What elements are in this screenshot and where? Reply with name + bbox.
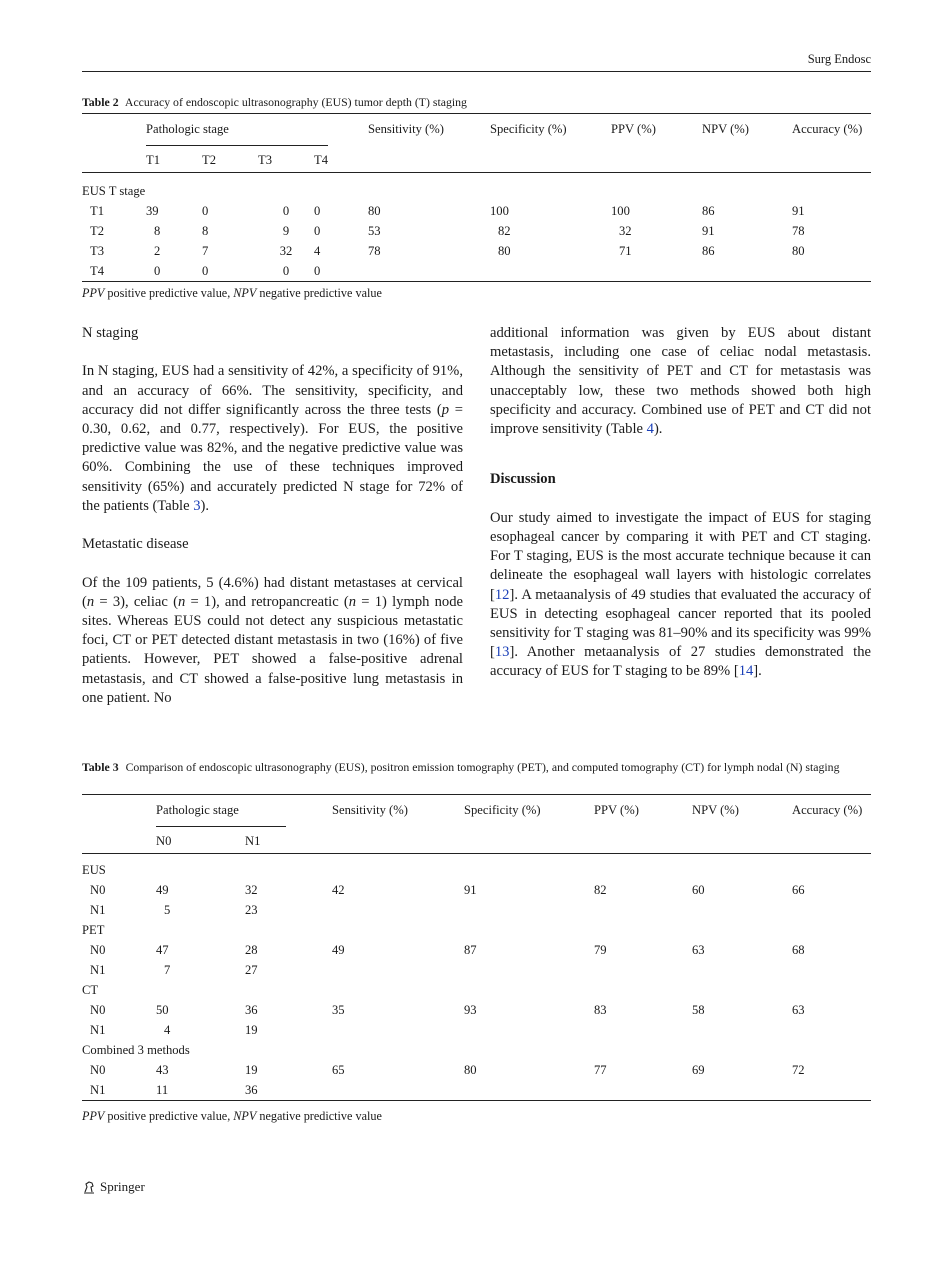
table2-stage-header: T1 [146,146,202,172]
table-row: T2 8 8 9 0 53 82 32 91 78 [90,223,805,238]
citation-link[interactable]: 13 [494,644,510,661]
table-row: N1 5 23 [90,902,258,917]
table3-footnote: PPV positive predictive value, NPV negative predictive value [82,1109,382,1123]
table-row: T3 2 7 32 4 78 80 71 86 80 [90,243,805,258]
table3-label: Table 3 [82,760,119,774]
table-row: T4 0 0 0 0 [82,261,871,282]
publisher-logo [82,1179,145,1195]
left-column [82,324,463,708]
table-row: N1 7 27 [90,962,258,977]
table2-caption-text: Accuracy of endoscopic ultrasonography (EUS) tumor depth (T) staging [124,95,467,109]
table3-col-header: Specificity (%) [464,795,594,828]
table-row: N1 4 19 [90,1022,258,1037]
table3-col-header: Sensitivity (%) [332,795,464,828]
table-row: T1 39 0 0 0 80 100 100 86 91 [90,203,805,218]
table3-caption [82,760,871,775]
table3-stage-header: N1 [245,827,332,853]
table3-group-label: PET [82,922,105,937]
discussion-paragraph: Our study aimed to investigate the impact of EUS for staging esophageal cancer by comparing it with PET and CT staging. For T staging, EUS is the most accurate technique because it can delineate the esophageal wall layers with histologic correlates [12]. A metaanalysis of 49 studies that evaluated the accuracy of EUS in detecting esophageal cancer reported that its pooled sensitivity for T staging was 81–90% and its specificity was 99% [13]. Another metaanalysis of 27 studies demonstrated the accuracy of EUS for T staging to be 89% [14]. [490,509,871,680]
citation-link[interactable]: 14 [738,663,754,680]
section-heading-metastatic: Metastatic disease [82,536,189,553]
table2-label: Table 2 [82,95,119,109]
table2 [82,113,871,282]
table-row: N1 11 36 [82,1080,871,1101]
table-ref-link[interactable]: 4 [646,421,654,438]
table2-group-header: Pathologic stage [146,119,328,146]
metastatic-paragraph: Of the 109 patients, 5 (4.6%) had distant metastases at cervical (n = 3), celiac (n = 1), and retropancreatic (n = 1) lymph node sites. Whereas EUS could not detect any suspicious metastatic foci, CT or PET detected distant metastasis in two (16%) of five patients. However, PET showed a false-positive adrenal metastasis, and CT showed a false-positive lung metastasis in one patient. No [82,574,463,706]
table2-col-header: PPV (%) [611,114,702,147]
table2-stage-header: T3 [258,146,314,172]
table-ref-link[interactable]: 3 [193,497,201,514]
table-row: N0 50 36 35 93 83 58 63 [90,1002,805,1017]
springer-horse-icon [82,1180,96,1194]
citation-link[interactable]: 12 [494,586,510,603]
table2-stage-header: T4 [314,146,368,172]
table-row: N0 47 28 49 87 79 63 68 [90,942,805,957]
publisher-name: Springer [100,1179,145,1194]
table-row: N0 49 32 42 91 82 60 66 [90,882,805,897]
section-heading-n-staging: N staging [82,325,139,341]
table3-col-header: Accuracy (%) [792,795,871,828]
n-staging-paragraph: In N staging, EUS had a sensitivity of 42%, a specificity of 91%, and an accuracy of 66%. The sensitivity, specificity, and accuracy did not differ significantly across the three tests (p = 0.30, 0.62, and 0.77, respectively). For EUS, the positive predictive value was 82%, and the negative predictive value was 60%. Combining the use of these techniques improved sensitivity (65%) and accurately predicted N stage for 72% of the patients (Table 3). [82,363,463,514]
table3-stage-header: N0 [156,827,245,853]
table2-body [82,172,871,281]
table3-col-header: PPV (%) [594,795,692,828]
header-rule [82,71,871,72]
table3-col-header: NPV (%) [692,795,792,828]
continued-paragraph: additional information was given by EUS about distant metastasis, including one case of celiac nodal metastasis. Although the sensitivity of PET and CT for metastasis was unacceptably low, these two methods showed both high specificity and accuracy. Combined use of PET and CT did not improve sensitivity (Table 4). [490,325,871,438]
right-column [490,324,871,682]
table2-caption [82,95,871,110]
table2-stage-header: T2 [202,146,258,172]
table3-group-label: CT [82,982,99,997]
table3-group-label: EUS [82,862,106,877]
table2-footnote: PPV positive predictive value, NPV negative predictive value [82,286,382,300]
table3 [82,794,871,1101]
table3-body [82,853,871,1100]
table3-group-label: Combined 3 methods [82,1042,190,1057]
section-heading-discussion: Discussion [490,471,556,488]
table3-group-header: Pathologic stage [156,800,286,827]
table2-col-header: Accuracy (%) [792,114,871,147]
table2-col-header: Sensitivity (%) [368,114,490,147]
table2-section-label: EUS T stage [82,183,146,198]
running-head: Surg Endosc [807,52,871,66]
table3-caption-text: Comparison of endoscopic ultrasonography (EUS), positron emission tomography (PET), and computed tomography (CT) for lymph nodal (N) staging [125,760,840,774]
table2-col-header: NPV (%) [702,114,792,147]
table2-col-header: Specificity (%) [490,114,611,147]
table-row: N0 43 19 65 80 77 69 72 [90,1062,805,1077]
